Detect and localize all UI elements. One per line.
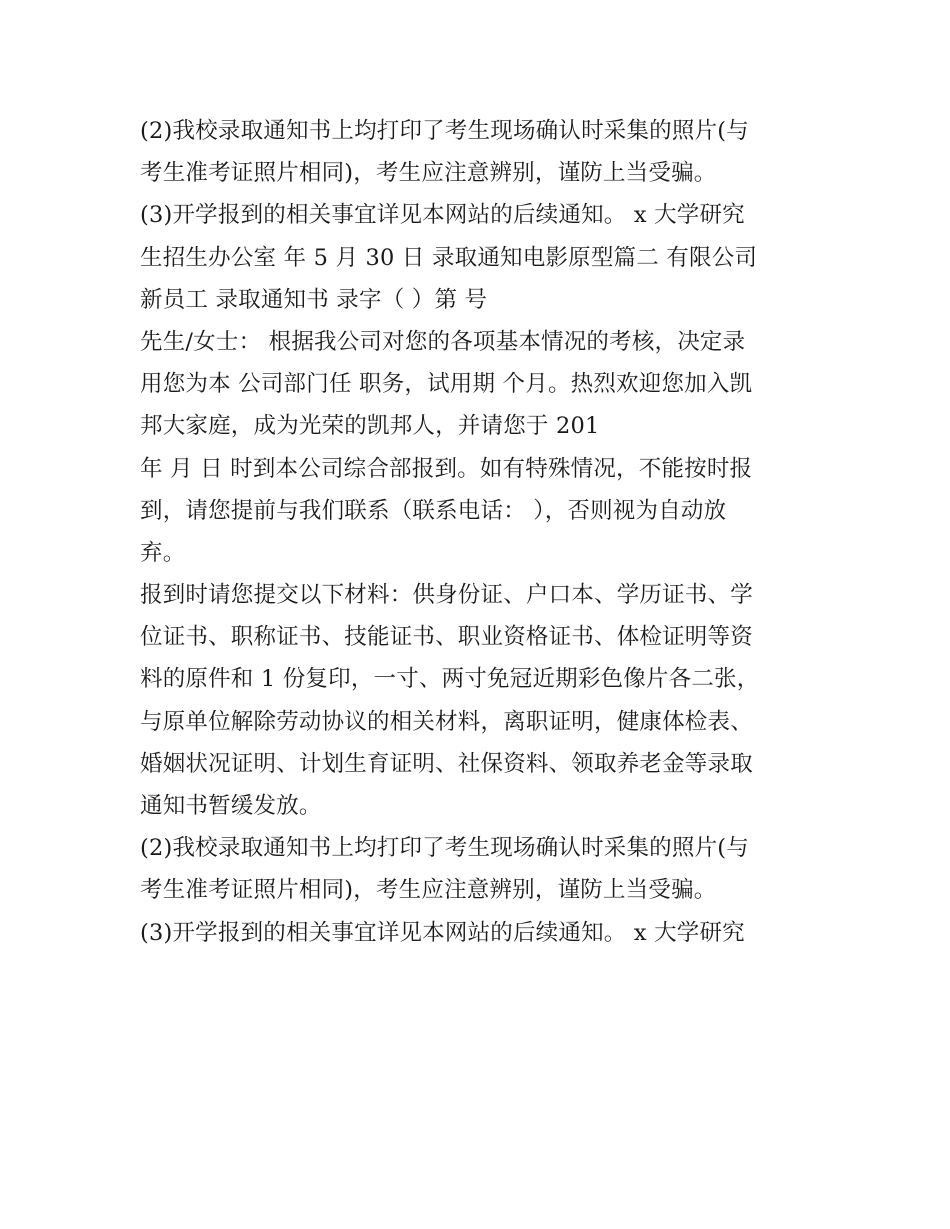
text-line: 新员工 录取通知书 录字（ ）第 号 <box>140 286 488 313</box>
text-line: (2)我校录取通知书上均打印了考生现场确认时采集的照片(与 <box>140 118 749 144</box>
text-line: 年 月 日 时到本公司综合部报到。如有特殊情况，不能按时报 <box>140 455 753 482</box>
text-line: 生招生办公室 年 5 月 30 日 录取通知电影原型篇二 有限公司 <box>140 244 758 271</box>
text-line: (2)我校录取通知书上均打印了考生现场确认时采集的照片(与 <box>140 835 749 862</box>
text-line: 料的原件和 1 份复印，一寸、两寸免冠近期彩色像片各二张， <box>140 666 760 693</box>
text-line: 与原单位解除劳动协议的相关材料，离职证明，健康体检表、 <box>140 708 753 735</box>
text-line: 到，请您提前与我们联系（联系电话： ），否则视为自动放 <box>140 497 727 524</box>
text-line: 报到时请您提交以下材料：供身份证、户口本、学历证书、学 <box>140 582 753 609</box>
text-line: (3)开学报到的相关事宜详见本网站的后续通知。 x 大学研究 <box>140 202 745 229</box>
text-line: 考生准考证照片相同)，考生应注意辨别，谨防上当受骗。 <box>140 160 717 187</box>
text-line: 通知书暂缓发放。 <box>140 793 322 819</box>
document-body <box>140 110 830 954</box>
text-line: 用您为本 公司部门任 职务，试用期 个月。热烈欢迎您加入凯 <box>140 371 753 398</box>
text-line: 位证书、职称证书、技能证书、职业资格证书、体检证明等资 <box>140 624 753 651</box>
text-line: 先生/女士： 根据我公司对您的各项基本情况的考核，决定录 <box>140 328 746 355</box>
text-line: (3)开学报到的相关事宜详见本网站的后续通知。 x 大学研究 <box>140 919 745 946</box>
text-line: 婚姻状况证明、计划生育证明、社保资料、领取养老金等录取 <box>140 750 753 777</box>
text-line: 考生准考证照片相同)，考生应注意辨别，谨防上当受骗。 <box>140 877 717 904</box>
text-line: 弃。 <box>140 539 186 566</box>
text-line: 邦大家庭，成为光荣的凯邦人，并请您于 201 <box>140 413 600 440</box>
